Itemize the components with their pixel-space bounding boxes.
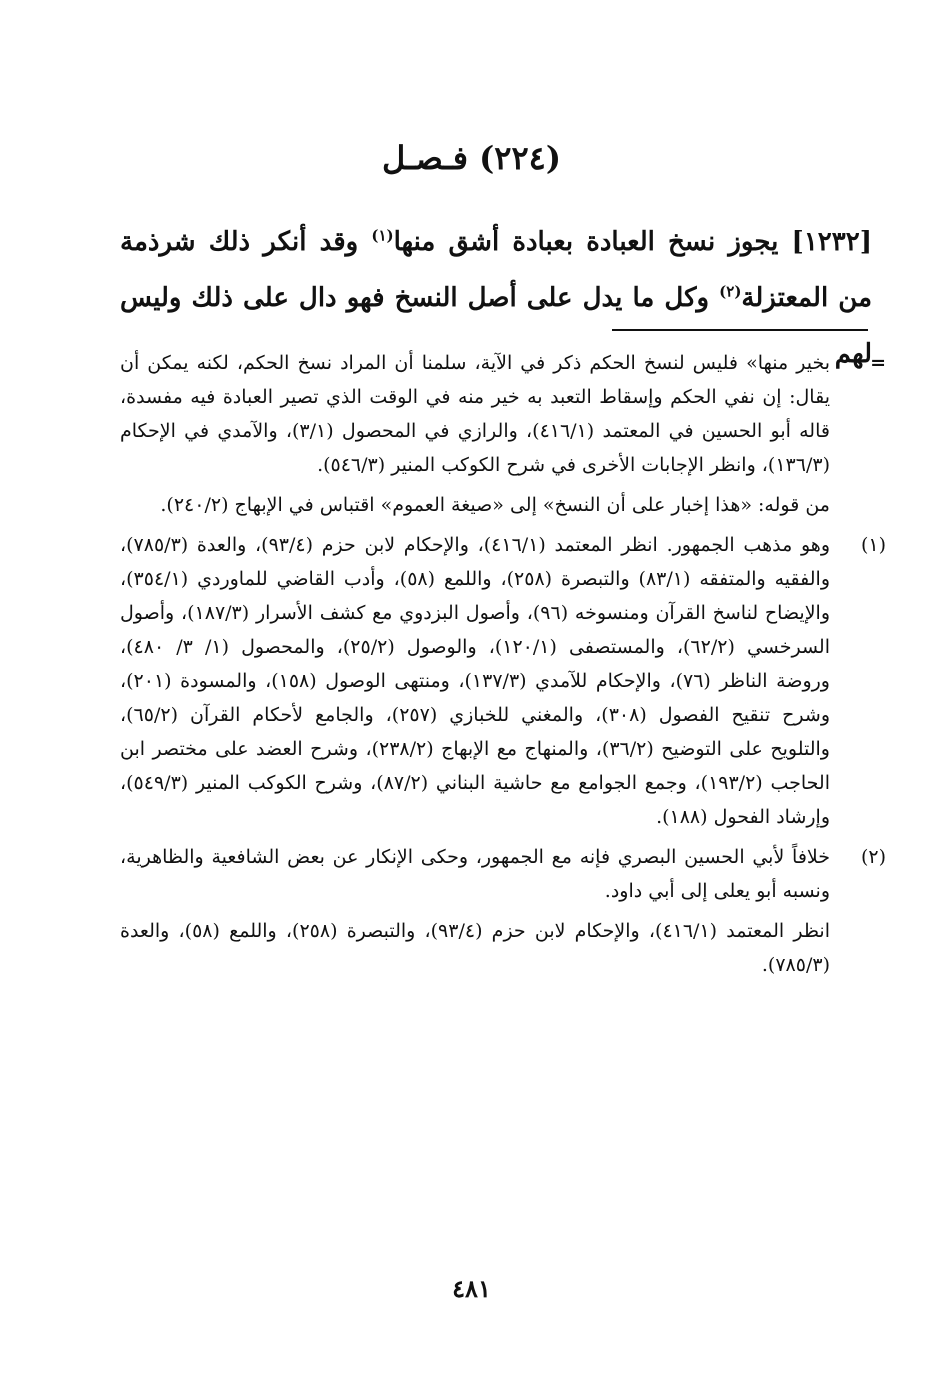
main-text-part-1: [١٢٣٢] يجوز نسخ العبادة بعبادة أشق منها [393, 227, 872, 257]
section-heading: (٢٢٤) فـصـل [381, 139, 561, 177]
footnote-paragraph: بخير منها» فليس لنسخ الحكم ذكر في الآية، سلمنا أن المراد نسخ الحكم، لكنه يمكن أن يقال: إن نفي الحكم وإسقاط التعبد به خير منه في الوقت الذي تصير العبادة فيه مفسدة، قاله أبو الحسين في المعتمد (٤١٦/١)، والرازي في المحصول (٣/١)، والآمدي في الإحكام (١٣٦/٣)، وانظر الإجابات الأخرى في شرح الكوكب المنير (٥٤٦/٣). [120, 352, 830, 476]
footnote-marker: (١) [860, 534, 886, 556]
footnote-separator [612, 329, 868, 331]
footnote-1 [120, 528, 888, 834]
footnote-paragraph: من قوله: «هذا إخبار على أن النسخ» إلى «صيغة العموم» اقتباس في الإبهاج (٢٤٠/٢). [160, 494, 830, 516]
page-number: ٤٨١ [452, 1274, 491, 1303]
footnote-continued [120, 346, 888, 522]
footnote-paragraph: خلافاً لأبي الحسين البصري فإنه مع الجمهور، وحكى الإنكار عن بعض الشافعية والظاهرية، ونسبه أبو يعلى إلى أبي داود. [120, 846, 830, 902]
main-text-part-2: وقد أنكر ذلك شرذمة من المعتزلة [120, 227, 872, 313]
footnote-paragraph: وهو مذهب الجمهور. انظر المعتمد (٤١٦/١)، والإحكام لابن حزم (٩٣/٤)، والعدة (٧٨٥/٣)، والفقيه والمتفقه (٨٣/١) والتبصرة (٢٥٨)، واللمع (٥٨)، وأدب القاضي للماوردي (٣٥٤/١)، والإيضاح لناسخ القرآن ومنسوخه (٩٦)، وأصول البزدوي مع كشف الأسرار (١٨٧/٣)، وأصول السرخسي (٦٢/٢)، والمستصفى (١٢٠/١)، والوصول (٢٥/٢)، والمحصول (١/ ٣/ ٤٨٠)، وروضة الناظر (٧٦)، والإحكام للآمدي (١٣٧/٣)، ومنتهى الوصول (١٥٨)، والمسودة (٢٠١)، وشرح تنقيح الفصول (٣٠٨)، والمغني للخبازي (٢٥٧)، والجامع لأحكام القرآن (٦٥/٢)، والتلويح على التوضيح (٣٦/٢)، والمنهاج مع الإبهاج (٢٣٨/٢)، وشرح العضد على مختصر ابن الحاجب (١٩٣/٢)، وجمع الجوامع مع حاشية البناني (٨٧/٢)، وشرح الكوكب المنير (٥٤٩/٣)، وإرشاد الفحول (١٨٨). [120, 534, 831, 828]
footnote-ref-2: (٢) [719, 282, 742, 301]
footnotes [120, 346, 888, 988]
footnote-ref-1: (١) [371, 226, 394, 245]
footnote-paragraph: انظر المعتمد (٤١٦/١)، والإحكام لابن حزم (٩٣/٤)، والتبصرة (٢٥٨)، واللمع (٥٨)، والعدة (٧٨٥/٣). [120, 920, 830, 976]
footnote-marker: (٢) [860, 846, 886, 868]
footnote-2 [120, 840, 888, 982]
main-text-part-3: وكل ما يدل على أصل النسخ فهو دال على ذلك وليس لهم [120, 283, 872, 369]
footnote-marker: = [870, 352, 886, 374]
